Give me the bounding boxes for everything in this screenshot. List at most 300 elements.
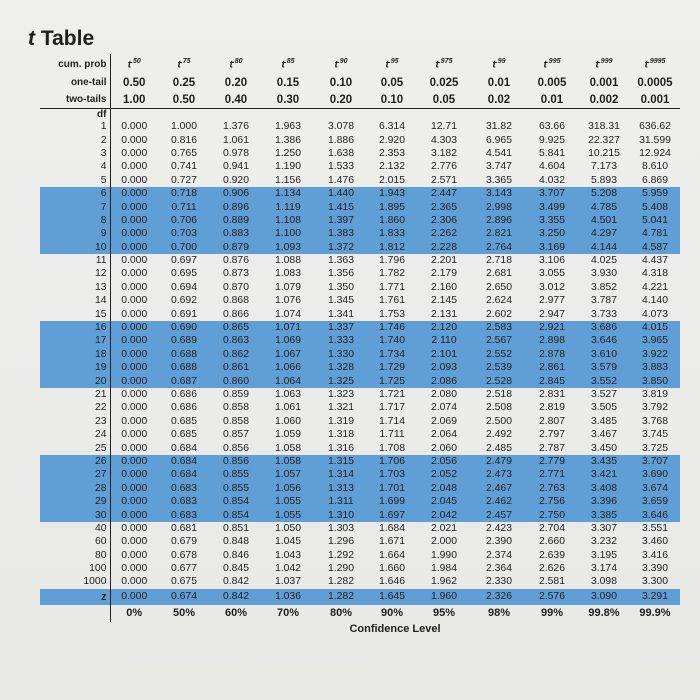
- t-value-cell: 2.492: [485, 429, 512, 441]
- header-one-tail-row: [40, 74, 680, 91]
- t-value-cell: 2.145: [430, 295, 457, 307]
- t-symbol: [526, 54, 578, 74]
- t-symbol: [416, 54, 472, 74]
- t-value-cell: 2.650: [485, 281, 512, 293]
- df-value: 60: [40, 535, 110, 548]
- table-row: [40, 227, 680, 240]
- t-value-cell: 8.610: [641, 161, 668, 173]
- t-value-cell: 4.437: [641, 255, 668, 267]
- t-value-cell: 4.073: [641, 308, 668, 320]
- t-value-cell: 3.098: [590, 576, 617, 588]
- z-row: [40, 589, 680, 605]
- table-row: [40, 468, 680, 481]
- t-value-cell: 0.858: [222, 402, 249, 414]
- t-value-cell: 1.315: [314, 455, 368, 468]
- t-value-cell: 0.858: [222, 415, 249, 427]
- t-value-cell: 0.685: [170, 429, 197, 441]
- t-value-cell: 2.048: [416, 482, 472, 495]
- t-value-cell: 0.711: [158, 200, 210, 213]
- one-tail-value: 0.001: [589, 76, 619, 89]
- t-value-cell: 1.860: [368, 214, 416, 227]
- t-letter: t: [127, 59, 132, 71]
- t-value-cell: 3.930: [590, 268, 617, 280]
- t-value-cell: 1.000: [170, 121, 197, 133]
- t-value-cell: 3.300: [641, 576, 668, 588]
- t-value-cell: 2.500: [485, 415, 512, 427]
- t-value-cell: 1.156: [274, 174, 301, 186]
- t-value-cell: 1.812: [368, 241, 416, 254]
- t-symbol: [210, 54, 262, 74]
- t-value-cell: 10.215: [588, 147, 620, 159]
- t-value-cell: 2.374: [485, 549, 512, 561]
- t-value-cell: 1.943: [368, 187, 416, 200]
- df-value: 9: [40, 227, 110, 240]
- z-value-cell: 3.291: [630, 589, 680, 605]
- t-symbol: [472, 54, 526, 74]
- t-value-cell: 0.000: [110, 227, 158, 240]
- t-value-cell: 1.671: [378, 536, 405, 548]
- t-value-cell: 2.110: [416, 334, 472, 347]
- table-row: [40, 120, 680, 133]
- table-row: [40, 160, 680, 173]
- empty-cell: [472, 109, 526, 121]
- t-value-cell: 0.000: [121, 563, 148, 575]
- header-two-tails-row: [40, 91, 680, 109]
- t-value-cell: 1.282: [327, 576, 354, 588]
- t-value-cell: 1.341: [327, 308, 354, 320]
- t-symbol: [158, 54, 210, 74]
- t-value-cell: 7.173: [590, 161, 617, 173]
- t-value-cell: 0.000: [110, 495, 158, 508]
- table-row: [40, 294, 680, 307]
- t-value-cell: 3.421: [578, 468, 630, 481]
- t-value-cell: 0.000: [121, 536, 148, 548]
- t-value-cell: 0.816: [170, 134, 197, 146]
- df-value: 40: [40, 522, 110, 535]
- cum-prob-label: cum. prob: [40, 54, 110, 74]
- t-value-cell: 2.423: [485, 522, 512, 534]
- table-row: [40, 361, 680, 374]
- t-value-cell: 4.015: [630, 321, 680, 334]
- t-value-cell: 0.679: [170, 536, 197, 548]
- t-value-cell: 1.886: [327, 134, 354, 146]
- table-row: [40, 214, 680, 227]
- t-value-cell: 1.055: [262, 508, 314, 521]
- table-row: [40, 455, 680, 468]
- t-letter: t: [281, 59, 285, 71]
- t-value-cell: 1.660: [378, 563, 405, 575]
- df-value: 18: [40, 348, 110, 361]
- t-value-cell: 0.855: [210, 468, 262, 481]
- t-value-cell: 2.021: [430, 522, 457, 534]
- t-value-cell: 2.045: [416, 495, 472, 508]
- t-value-cell: 3.460: [641, 536, 668, 548]
- t-value-cell: 1.771: [378, 281, 405, 293]
- empty-cell: [526, 109, 578, 121]
- table-row: [40, 508, 680, 521]
- t-value-cell: 3.106: [538, 255, 565, 267]
- table-row: [40, 307, 680, 320]
- t-value-cell: 2.750: [526, 508, 578, 521]
- t-value-cell: 2.718: [485, 255, 512, 267]
- t-value-cell: 0.000: [121, 429, 148, 441]
- table-row: [40, 549, 680, 562]
- t-value-cell: 2.479: [472, 455, 526, 468]
- t-value-cell: 2.052: [416, 468, 472, 481]
- t-value-cell: 1.055: [262, 495, 314, 508]
- t-value-cell: 0.879: [210, 241, 262, 254]
- t-value-cell: 4.785: [578, 200, 630, 213]
- one-tail-value: 0.01: [487, 76, 511, 89]
- t-value-cell: 1.042: [274, 563, 301, 575]
- t-value-cell: 3.012: [538, 281, 565, 293]
- t-value-cell: 2.131: [430, 308, 457, 320]
- t-value-cell: 2.552: [472, 348, 526, 361]
- t-value-cell: 0.865: [210, 321, 262, 334]
- t-value-cell: 1.058: [262, 455, 314, 468]
- t-value-cell: 1.697: [368, 508, 416, 521]
- t-value-cell: 3.646: [578, 334, 630, 347]
- t-value-cell: 1.043: [274, 549, 301, 561]
- t-value-cell: 1.037: [274, 576, 301, 588]
- df-value: 5: [40, 174, 110, 187]
- t-subscript: .995: [546, 57, 561, 65]
- df-value: 30: [40, 508, 110, 521]
- df-value: 8: [40, 214, 110, 227]
- t-value-cell: 0.000: [121, 402, 148, 414]
- t-value-cell: 1.638: [327, 147, 354, 159]
- one-tail-label: one-tail: [40, 74, 110, 91]
- t-value-cell: 2.160: [430, 281, 457, 293]
- t-subscript: .80: [232, 57, 243, 65]
- confidence-value: 50%: [172, 607, 196, 620]
- empty-cell: [210, 109, 262, 121]
- t-value-cell: 636.62: [639, 121, 671, 133]
- one-tail-value: 0.05: [380, 76, 404, 89]
- df-value: 19: [40, 361, 110, 374]
- t-value-cell: 1.069: [262, 334, 314, 347]
- t-value-cell: 4.587: [630, 241, 680, 254]
- t-value-cell: 0.695: [170, 268, 197, 280]
- t-value-cell: 2.571: [430, 174, 457, 186]
- t-value-cell: 3.552: [578, 374, 630, 387]
- t-value-cell: 0.000: [121, 308, 148, 320]
- t-value-cell: 1.729: [368, 361, 416, 374]
- t-value-cell: 0.000: [110, 482, 158, 495]
- t-value-cell: 0.842: [222, 576, 249, 588]
- df-value: 16: [40, 321, 110, 334]
- t-value-cell: 1.963: [274, 121, 301, 133]
- empty-cell: [416, 109, 472, 121]
- t-value-cell: 4.221: [641, 281, 668, 293]
- t-value-cell: 3.745: [641, 429, 668, 441]
- t-symbol: [314, 54, 368, 74]
- t-value-cell: 6.965: [485, 134, 512, 146]
- t-value-cell: 3.390: [641, 563, 668, 575]
- df-value: 21: [40, 388, 110, 401]
- t-value-cell: 1.292: [327, 549, 354, 561]
- t-value-cell: 2.819: [538, 402, 565, 414]
- t-value-cell: 3.674: [630, 482, 680, 495]
- t-value-cell: 3.768: [641, 415, 668, 427]
- t-value-cell: 0.678: [170, 549, 197, 561]
- t-value-cell: 3.551: [641, 522, 668, 534]
- df-value: 80: [40, 549, 110, 562]
- one-tail-value: 0.50: [123, 76, 146, 89]
- t-value-cell: 2.015: [378, 174, 405, 186]
- t-value-cell: 0.000: [110, 361, 158, 374]
- t-value-cell: 4.604: [538, 161, 565, 173]
- t-value-cell: 1.063: [274, 389, 301, 400]
- t-value-cell: 3.408: [578, 482, 630, 495]
- df-value: 25: [40, 441, 110, 454]
- empty-cell: [578, 109, 630, 121]
- t-value-cell: 1.100: [262, 227, 314, 240]
- z-value-cell: 0.674: [158, 589, 210, 605]
- t-value-cell: 0.000: [121, 522, 148, 534]
- t-value-cell: 5.208: [578, 187, 630, 200]
- t-value-cell: 2.626: [538, 563, 565, 575]
- confidence-value: 99%: [540, 607, 564, 620]
- two-tails-label: two-tails: [40, 91, 110, 109]
- two-tails-value: 0.30: [276, 93, 300, 106]
- t-value-cell: 2.179: [430, 268, 457, 280]
- table-row: [40, 374, 680, 387]
- t-value-cell: 2.228: [416, 241, 472, 254]
- t-value-cell: 0.868: [222, 295, 249, 307]
- t-value-cell: 1.059: [274, 429, 301, 441]
- t-value-cell: 1.045: [274, 536, 301, 548]
- t-value-cell: 0.686: [170, 389, 197, 400]
- t-value-cell: 1.058: [274, 442, 301, 454]
- two-tails-value: 0.10: [380, 93, 404, 106]
- t-value-cell: 0.687: [158, 374, 210, 387]
- df-value: 11: [40, 254, 110, 267]
- confidence-value: 99.9%: [639, 607, 671, 620]
- t-subscript: .50: [131, 57, 141, 65]
- t-value-cell: 0.860: [210, 374, 262, 387]
- t-value-cell: 0.689: [158, 334, 210, 347]
- t-value-cell: 0.883: [210, 227, 262, 240]
- t-value-cell: 4.025: [590, 255, 617, 267]
- t-value-cell: 0.000: [110, 214, 158, 227]
- t-value-cell: 2.093: [416, 361, 472, 374]
- t-value-cell: 3.365: [485, 174, 512, 186]
- two-tails-value: 0.01: [540, 93, 564, 106]
- page-title: t Table: [28, 27, 95, 50]
- t-value-cell: 0.854: [210, 495, 262, 508]
- t-value-cell: 3.747: [485, 161, 512, 173]
- table-row: [40, 200, 680, 213]
- t-value-cell: 0.718: [158, 187, 210, 200]
- t-value-cell: 4.140: [641, 295, 668, 307]
- t-subscript: .99: [495, 57, 506, 65]
- confidence-value: 95%: [432, 607, 456, 620]
- t-value-cell: 1.250: [274, 147, 301, 159]
- t-value-cell: 3.055: [538, 268, 565, 280]
- table-row: [40, 441, 680, 454]
- t-value-cell: 0.706: [158, 214, 210, 227]
- df-value: 6: [40, 187, 110, 200]
- t-value-cell: 2.390: [485, 536, 512, 548]
- t-value-cell: 0.856: [222, 442, 249, 454]
- t-value-cell: 0.690: [158, 321, 210, 334]
- z-value-cell: 3.090: [578, 589, 630, 605]
- confidence-label-row: [40, 622, 680, 636]
- t-value-cell: 31.82: [485, 121, 512, 133]
- t-subscript: .85: [284, 57, 295, 65]
- t-value-cell: 0.000: [121, 389, 148, 400]
- table-row: [40, 575, 680, 588]
- t-value-cell: 4.781: [630, 227, 680, 240]
- two-tails-value: 0.02: [487, 93, 511, 106]
- t-value-cell: 2.921: [526, 321, 578, 334]
- t-value-cell: 4.297: [578, 227, 630, 240]
- t-value-cell: 5.841: [538, 147, 565, 159]
- t-letter: t: [385, 59, 389, 71]
- t-value-cell: 3.505: [590, 402, 617, 414]
- t-value-cell: 0.692: [170, 295, 197, 307]
- z-value-cell: 0.842: [210, 589, 262, 605]
- t-symbol: [368, 54, 416, 74]
- t-value-cell: 3.232: [590, 536, 617, 548]
- t-letter: t: [177, 59, 181, 71]
- t-value-cell: 0.000: [110, 187, 158, 200]
- df-value: 2: [40, 133, 110, 146]
- confidence-value: 70%: [276, 607, 300, 620]
- confidence-value: 80%: [329, 607, 353, 620]
- t-value-cell: 3.250: [526, 227, 578, 240]
- table-row: [40, 334, 680, 347]
- t-value-cell: 1.190: [274, 161, 301, 173]
- t-letter: t: [435, 59, 439, 71]
- t-value-cell: 1.533: [327, 161, 354, 173]
- confidence-value: 90%: [380, 607, 404, 620]
- t-value-cell: 1.714: [378, 415, 405, 427]
- t-value-cell: 1.066: [262, 361, 314, 374]
- table-row: [40, 562, 680, 575]
- df-value: 15: [40, 307, 110, 320]
- t-value-cell: 0.688: [158, 361, 210, 374]
- t-value-cell: 0.846: [222, 549, 249, 561]
- t-value-cell: 2.681: [485, 268, 512, 280]
- t-value-cell: 1.356: [327, 268, 354, 280]
- t-value-cell: 3.467: [590, 429, 617, 441]
- two-tails-value: 0.50: [172, 93, 196, 106]
- df-value: 10: [40, 241, 110, 254]
- df-value: 27: [40, 468, 110, 481]
- t-value-cell: 1.296: [327, 536, 354, 548]
- t-value-cell: 3.143: [472, 187, 526, 200]
- t-value-cell: 1.782: [378, 268, 405, 280]
- t-value-cell: 2.457: [472, 508, 526, 521]
- t-value-cell: 1.134: [262, 187, 314, 200]
- t-value-cell: 5.041: [630, 214, 680, 227]
- t-value-cell: 0.000: [121, 549, 148, 561]
- t-value-cell: 1.083: [274, 268, 301, 280]
- t-value-cell: 1.313: [314, 482, 368, 495]
- df-value: 14: [40, 294, 110, 307]
- t-value-cell: 0.000: [121, 134, 148, 146]
- t-value-cell: 1.057: [262, 468, 314, 481]
- t-subscript: .975: [438, 57, 453, 65]
- t-value-cell: 1.074: [274, 308, 301, 320]
- t-value-cell: 6.314: [378, 121, 405, 133]
- df-value: 13: [40, 281, 110, 294]
- t-value-cell: 0.863: [210, 334, 262, 347]
- t-value-cell: 2.132: [378, 161, 405, 173]
- table-row: [40, 267, 680, 280]
- t-value-cell: 0.873: [222, 268, 249, 280]
- t-value-cell: 3.707: [526, 187, 578, 200]
- df-value: 26: [40, 455, 110, 468]
- t-value-cell: 0.000: [121, 255, 148, 267]
- df-value: 100: [40, 562, 110, 575]
- t-value-cell: 0.684: [170, 442, 197, 454]
- t-value-cell: 3.169: [526, 241, 578, 254]
- t-value-cell: 1.397: [314, 214, 368, 227]
- t-value-cell: 1.386: [274, 134, 301, 146]
- t-symbol: [578, 54, 630, 74]
- t-value-cell: 1.119: [262, 200, 314, 213]
- t-subscript: .9995: [647, 57, 666, 65]
- t-symbol: [110, 54, 158, 74]
- z-value-cell: 1.282: [314, 589, 368, 605]
- z-value-cell: 2.326: [472, 589, 526, 605]
- table-row: [40, 174, 680, 187]
- t-value-cell: 0.685: [170, 415, 197, 427]
- t-value-cell: 3.355: [526, 214, 578, 227]
- t-value-cell: 1.753: [378, 308, 405, 320]
- t-value-cell: 0.896: [210, 200, 262, 213]
- table-row: [40, 281, 680, 294]
- t-value-cell: 0.000: [110, 348, 158, 361]
- t-value-cell: 0.000: [121, 121, 148, 133]
- confidence-value: 60%: [224, 607, 248, 620]
- t-value-cell: 2.042: [416, 508, 472, 521]
- t-letter: t: [229, 59, 233, 71]
- t-value-cell: 12.924: [639, 147, 671, 159]
- t-value-cell: 3.819: [641, 389, 668, 400]
- t-value-cell: 3.850: [630, 374, 680, 387]
- t-value-cell: 3.078: [327, 121, 354, 133]
- confidence-row: [40, 605, 680, 622]
- t-subscript: .75: [180, 57, 191, 65]
- t-value-cell: 1.323: [327, 389, 354, 400]
- t-value-cell: 0.000: [121, 442, 148, 454]
- empty-cell: [630, 109, 680, 121]
- t-value-cell: 2.120: [416, 321, 472, 334]
- table-row: [40, 535, 680, 548]
- t-value-cell: 2.508: [485, 402, 512, 414]
- t-value-cell: 2.064: [430, 429, 457, 441]
- t-value-cell: 0.870: [222, 281, 249, 293]
- t-value-cell: 3.707: [630, 455, 680, 468]
- t-value-cell: 2.797: [538, 429, 565, 441]
- t-value-cell: 1.088: [274, 255, 301, 267]
- t-value-cell: 1.372: [314, 241, 368, 254]
- table-row: [40, 482, 680, 495]
- t-value-cell: 0.000: [121, 147, 148, 159]
- empty-cell: [40, 622, 110, 636]
- empty-cell: [40, 605, 110, 622]
- t-subscript: .95: [388, 57, 399, 65]
- empty-cell: [262, 109, 314, 121]
- one-tail-value: 0.025: [429, 76, 459, 89]
- t-value-cell: 1.061: [274, 402, 301, 414]
- t-value-cell: 1.071: [262, 321, 314, 334]
- t-symbol: [262, 54, 314, 74]
